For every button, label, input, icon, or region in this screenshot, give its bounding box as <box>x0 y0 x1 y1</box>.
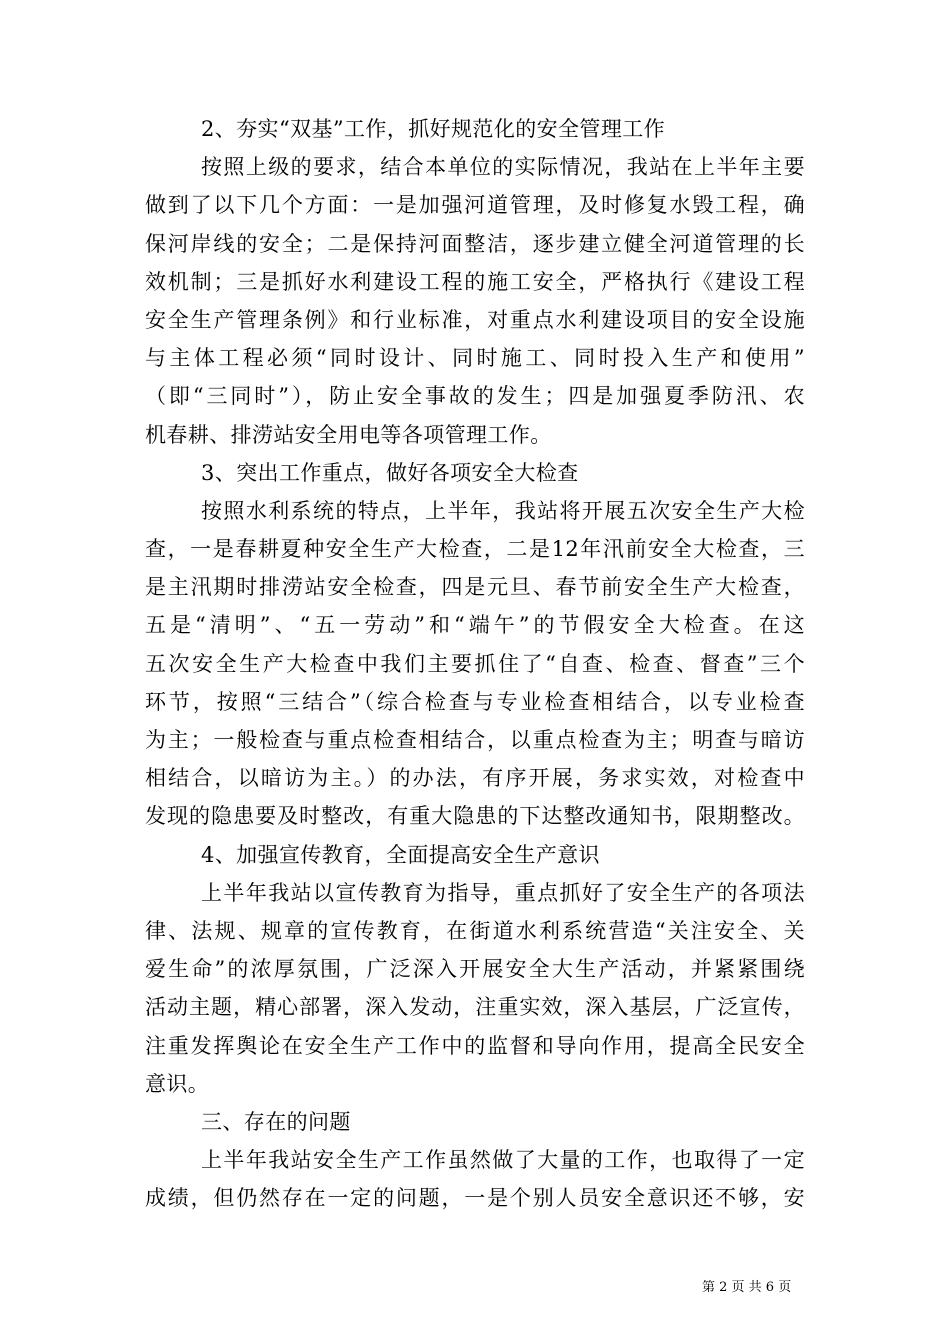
text-line: 三、存在的问题 <box>201 1109 351 1134</box>
text-line: 与主体工程必须“同时设计、同时施工、同时投入生产和使用” <box>145 346 805 371</box>
text-line: 保河岸线的安全；二是保持河面整洁，逐步建立健全河道管理的长 <box>145 231 805 256</box>
text-line: 活动主题，精心部署，深入发动，注重实效，深入基层，广泛宣传， <box>145 995 805 1020</box>
text-line: 律、法规、规章的宣传教育，在街道水利系统营造“关注安全、关 <box>145 918 805 943</box>
text-line: 2、夯实“双基”工作，抓好规范化的安全管理工作 <box>201 117 666 141</box>
text-line: 查，一是春耕夏种安全生产大检查，二是12年汛前安全大检查，三 <box>145 537 805 562</box>
text-line: 是主汛期时排涝站安全检查，四是元旦、春节前安全生产大检查， <box>145 575 805 600</box>
text-line: 发现的隐患要及时整改，有重大隐患的下达整改通知书，限期整改。 <box>145 804 805 829</box>
text-line: 4、加强宣传教育，全面提高安全生产意识 <box>201 842 600 867</box>
page-number: 第 2 页 共 6 页 <box>702 1280 792 1295</box>
text-line: （即“三同时”），防止安全事故的发生；四是加强夏季防汛、农 <box>145 384 805 409</box>
text-line: 五是“清明”、“五一劳动”和“端午”的节假安全大检查。在这 <box>145 613 805 638</box>
text-line: 环节，按照“三结合”（综合检查与专业检查相结合，以专业检查 <box>145 689 805 714</box>
text-line: 3、突出工作重点，做好各项安全大检查 <box>201 460 579 485</box>
text-line: 上半年我站以宣传教育为指导，重点抓好了安全生产的各项法 <box>201 880 805 905</box>
text-line: 意识。 <box>145 1071 210 1096</box>
text-line: 五次安全生产大检查中我们主要抓住了“自查、检查、督查”三个 <box>145 651 805 676</box>
document-body <box>145 110 805 1217</box>
text-line: 按照水利系统的特点，上半年，我站将开展五次安全生产大检 <box>201 498 805 523</box>
text-line: 上半年我站安全生产工作虽然做了大量的工作，也取得了一定 <box>201 1148 805 1173</box>
text-line: 安全生产管理条例》和行业标准，对重点水利建设项目的安全设施 <box>145 307 805 332</box>
text-line: 成绩，但仍然存在一定的问题，一是个别人员安全意识还不够，安 <box>145 1186 805 1211</box>
text-line: 为主；一般检查与重点检查相结合，以重点检查为主；明查与暗访 <box>145 728 805 752</box>
text-line: 相结合，以暗访为主。）的办法，有序开展，务求实效，对检查中 <box>145 766 805 791</box>
text-line: 效机制；三是抓好水利建设工程的施工安全，严格执行《建设工程 <box>145 269 805 294</box>
text-line: 做到了以下几个方面：一是加强河道管理，及时修复水毁工程，确 <box>145 193 805 218</box>
text-line: 按照上级的要求，结合本单位的实际情况，我站在上半年主要 <box>201 155 805 180</box>
text-line: 注重发挥舆论在安全生产工作中的监督和导向作用，提高全民安全 <box>145 1033 805 1058</box>
text-line: 机春耕、排涝站安全用电等各项管理工作。 <box>145 422 552 447</box>
text-line: 爱生命”的浓厚氛围，广泛深入开展安全大生产活动，并紧紧围绕 <box>145 957 805 982</box>
